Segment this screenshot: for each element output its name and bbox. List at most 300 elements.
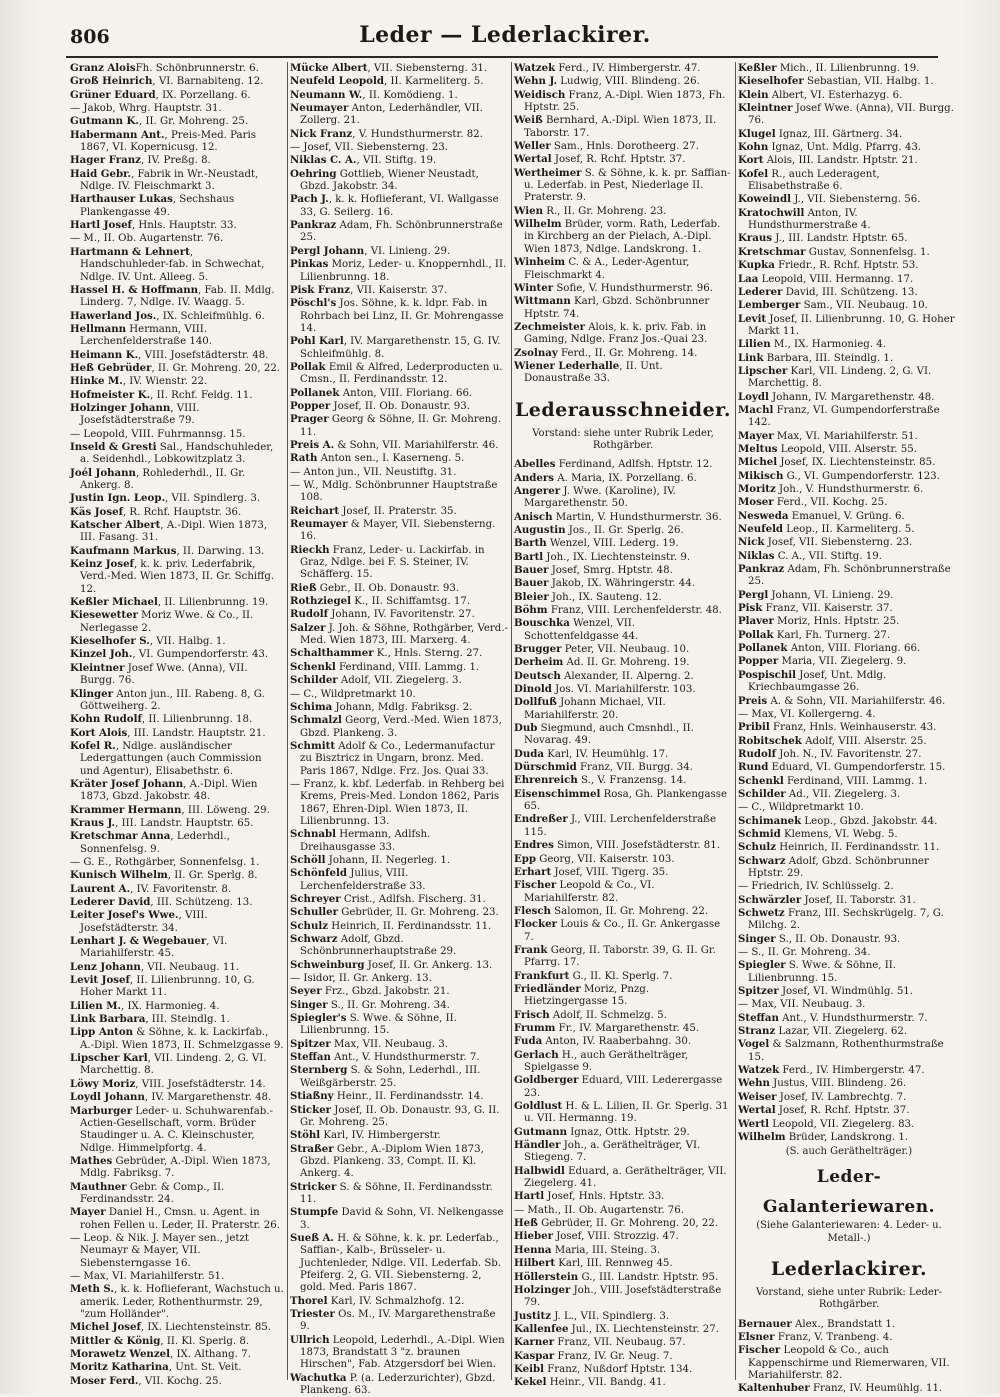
entry-name: Wien	[514, 204, 544, 217]
entry-details: H., auch Geräthelträger, Spielgasse 9.	[524, 1049, 689, 1073]
entry-details: — Max, VII. Neubaug. 3.	[738, 999, 866, 1011]
entry-name: Spitzer	[290, 1037, 331, 1050]
entry-details: Albert, VI. Esterhazyg. 6.	[768, 89, 903, 101]
entry-details: — W., Mdlg. Schönbrunner Hauptstraße 108.	[290, 480, 498, 504]
entry-name: Pinkas	[290, 258, 329, 271]
entry-details: Brüder, Landskrong. 1.	[785, 1131, 909, 1143]
entry-details: Peter, VII. Neubaug. 10.	[561, 644, 690, 655]
entry-details: Bernhard, A.-Dipl. Wien 1873, II. Taborstr. 17.	[524, 115, 717, 139]
directory-entry	[738, 391, 960, 404]
entry-details: Fr., IV. Margarethenstr. 45.	[555, 1022, 700, 1034]
entry-name: Zechmeister	[514, 320, 585, 333]
entry-details: Adolf & Co., Ledermanufactur zu Bisztricz in Ungarn, bronz. Med. Paris 1867, Ndlge. Frz. Jos. Quai 33.	[300, 740, 495, 777]
directory-entry	[514, 524, 732, 537]
entry-name: Rudolf	[738, 747, 777, 760]
entry-name: Deutsch	[514, 669, 561, 682]
entry-details: , Rohlederhdl., II. Gr. Ankerg. 8.	[80, 467, 246, 491]
entry-name: Pospischil	[738, 668, 796, 681]
entry-details: Josef, II. Taborstr. 31.	[801, 894, 916, 906]
entry-details: K., Hnls. Sterng. 27.	[373, 648, 483, 660]
directory-entry	[70, 856, 284, 869]
directory-entry	[70, 193, 284, 219]
directory-entry	[514, 1126, 732, 1139]
entry-details: Brüder, vorm. Rath, Lederfab. in Kirchberg an der Pielach, A.-Dipl. Wien 1873, Ndlge. Landskrong. 1.	[524, 219, 721, 255]
entry-details: Ludwig, VIII. Blindeng. 26.	[557, 76, 700, 88]
entry-name: Neufeld Leopold	[290, 75, 384, 88]
entry-details: , Hnls. Hauptstr. 33.	[131, 220, 237, 232]
directory-entry	[290, 608, 508, 621]
entry-details: Karl, III. Rennweg 45.	[555, 1258, 673, 1270]
entry-details: Joh., IX. Liechtensteinstr. 9.	[543, 551, 691, 563]
entry-details: Georg & Söhne, II. Gr. Mohreng. 11.	[300, 414, 502, 438]
entry-name: Anisch	[514, 510, 553, 523]
entry-details: — Leopold, VIII. Fuhrmannsg. 15.	[70, 428, 246, 440]
directory-entry	[290, 985, 508, 998]
entry-details: J. Joh. & Söhne, Rothgärber, Verd.-Med. Wien 1873, III. Marxerg. 4.	[300, 622, 508, 647]
entry-name: Elsner	[738, 1331, 775, 1344]
entry-details: Lazar, VII. Ziegelerg. 62.	[775, 1026, 908, 1038]
entry-details: Julius, VIII. Lerchenfelderstraße 33.	[300, 868, 426, 892]
entry-name: Hartl Josef	[70, 219, 132, 232]
entry-details: Anton, Lederhändler, VII. Zollerg. 21.	[300, 103, 483, 127]
entry-details: — Josef, VII. Siebensterng. 23.	[290, 142, 449, 154]
entry-details: Hermann, Adlfsh. Dreihausgasse 33.	[300, 829, 431, 853]
directory-entry	[70, 492, 284, 505]
entry-details: , IV. Favoritenstr. 8.	[130, 883, 232, 895]
entry-details: G., VI. Gumpendorferstr. 123.	[783, 470, 940, 482]
entry-details: Johann Michael, VII. Mariahilferstr. 20.	[524, 697, 666, 721]
entry-details: , IV. Margarethenstr. 48.	[144, 1092, 272, 1104]
entry-name: Wertl	[738, 1117, 770, 1130]
directory-entry	[514, 347, 732, 360]
entry-details: , Handschuhleder-fab. in Schwechat, Ndlge. IV. Unt. Alleeg. 5.	[80, 246, 265, 283]
directory-entry	[290, 544, 508, 582]
entry-name: Pollanek	[290, 386, 340, 399]
entry-name: Leiter Josef's Wwe.	[70, 909, 179, 922]
directory-entry	[738, 841, 960, 854]
entry-details: , II. Rchf. Feldg. 11.	[150, 389, 253, 401]
entry-details: Maria, III. Steing. 3.	[551, 1244, 661, 1256]
entry-details: , II. Komödieng. 1.	[362, 89, 458, 101]
directory-entry	[514, 970, 732, 983]
entry-name: Halbwidl	[514, 1164, 565, 1177]
entry-name: Sternberg	[290, 1064, 348, 1077]
directory-entry	[514, 683, 732, 696]
directory-entry	[514, 551, 732, 564]
entry-name: Pohl Karl	[290, 335, 344, 348]
entry-name: Marburger	[70, 1104, 133, 1117]
directory-entry	[738, 1104, 960, 1117]
entry-name: Mikisch	[738, 469, 784, 482]
directory-entry	[738, 629, 960, 642]
entry-details: Joh., VIII. Josefstädterstraße 79.	[524, 1284, 722, 1309]
directory-entry	[290, 1129, 508, 1142]
directory-entry	[70, 1078, 284, 1091]
entry-details: , II. Gr. Mohreng. 25.	[138, 116, 249, 128]
directory-entry	[290, 128, 508, 141]
entry-name: Stricker	[290, 1180, 337, 1193]
entry-details: Josef, IV. Lambrechtg. 7.	[776, 1091, 907, 1103]
directory-entry	[738, 655, 960, 668]
entry-details: Barbara, III. Steindlg. 1.	[763, 352, 894, 364]
directory-entry	[70, 75, 284, 88]
directory-entry	[290, 999, 508, 1012]
entry-name: Abelles	[514, 458, 556, 471]
entry-name: Schwarz	[738, 854, 786, 867]
entry-details: — Leop. & Nik. J. Mayer sen., jetzt Neumayr & Mayer, VII. Siebensterngasse 16.	[70, 1232, 249, 1269]
entry-details: , II. Gr. Mohreng. 20, 22.	[151, 362, 281, 374]
directory-entry	[738, 1025, 960, 1038]
directory-entry	[738, 815, 960, 828]
entry-name: Mücke Albert	[290, 62, 368, 74]
entry-name: Steffan	[738, 1011, 779, 1024]
entry-details: Josef, II. Ob. Donaustr. 93.	[330, 400, 470, 412]
directory-entry	[514, 140, 732, 153]
entry-name: Bouschka	[514, 617, 570, 630]
entry-name: Singer	[290, 998, 328, 1011]
directory-entry	[70, 1052, 284, 1078]
entry-name: Watzek	[514, 62, 556, 74]
entry-details: Franz, Leder- u. Lackirfab. in Graz, Ndlge. bei F. S. Steiner, IV. Schäfferg. 15.	[300, 544, 485, 581]
entry-name: Pisk Franz	[290, 283, 351, 296]
directory-entry	[514, 748, 732, 761]
entry-details: — Jakob, Whrg. Hauptstr. 31.	[70, 103, 222, 115]
directory-entry	[514, 905, 732, 918]
directory-entry	[514, 167, 732, 205]
directory-entry	[70, 817, 284, 830]
entry-name: Fischer	[738, 1344, 781, 1357]
entry-details: Mich., II. Lilienbrunng. 19.	[776, 63, 920, 74]
entry-details: — C., Wildpretmarkt 10.	[738, 802, 864, 814]
directory-entry	[514, 218, 732, 256]
directory-entry	[70, 506, 284, 519]
entry-details: Gebr., A.-Diplom Wien 1873, Gbzd. Plankeng. 33, Compt. II. Kl. Ankerg. 4.	[300, 1143, 484, 1180]
directory-entry	[70, 323, 284, 349]
entry-details: Sal., Handschuhleder, a. Seidenhdl., Lobkowitzplatz 3.	[80, 441, 274, 466]
directory-entry	[738, 642, 960, 655]
entry-name: Michel Josef	[70, 1321, 141, 1334]
entry-name: Meth S.	[70, 1283, 114, 1296]
directory-entry	[70, 935, 284, 961]
directory-entry	[70, 1375, 284, 1388]
entry-details: , VII. Kochg. 25.	[138, 1375, 222, 1387]
header-rule	[66, 56, 938, 58]
entry-details: & Salzmann, Rothenthurmstraße 15.	[748, 1039, 944, 1063]
directory-entry	[514, 153, 732, 166]
entry-name: Eisenschimmel	[514, 787, 601, 800]
entry-name: Wilhelm	[738, 1130, 786, 1143]
entry-details: David, III. Schützeng. 13.	[782, 286, 918, 298]
entry-details: Justus, VIII. Blindeng. 26.	[769, 1078, 907, 1090]
entry-details: Joh. N., IV. Favoritenstr. 27.	[776, 748, 922, 760]
entry-name: Link Barbara	[70, 1013, 146, 1026]
entry-details: Eduard, VI. Gumpendorferstr. 15.	[768, 762, 946, 774]
entry-details: Franz, III. Sechskrügelg. 7, G. Milchg. 2.	[748, 908, 944, 932]
entry-name: Schimanek	[738, 814, 802, 827]
directory-entry	[70, 635, 284, 648]
directory-entry	[290, 245, 508, 258]
entry-details: Josef, R. Rchf. Hptstr. 37.	[775, 1105, 910, 1117]
entry-name: Kräter Josef Johann	[70, 777, 184, 790]
directory-entry	[514, 813, 732, 839]
entry-name: Schmalzl	[290, 714, 342, 727]
directory-entry	[290, 1104, 508, 1130]
entry-name: Angerer	[514, 484, 561, 497]
directory-entry	[738, 550, 960, 563]
directory-entry	[514, 1284, 732, 1310]
directory-entry	[514, 1165, 732, 1191]
entry-name: Pollak	[738, 628, 774, 641]
entry-name: Preis A.	[290, 438, 335, 451]
entry-name: Stranz	[738, 1025, 776, 1038]
directory-entry	[738, 615, 960, 628]
directory-entry	[290, 1051, 508, 1064]
directory-entry	[514, 256, 732, 282]
entry-details: — G. E., Rothgärber, Sonnenfelsg. 1.	[70, 856, 260, 868]
entry-name: Brugger	[514, 643, 562, 655]
entry-name: Holzinger Johann	[70, 401, 171, 414]
directory-entry	[290, 413, 508, 439]
directory-entry	[70, 129, 284, 155]
directory-entry	[514, 1350, 732, 1363]
entry-name: Händler	[514, 1139, 561, 1152]
entry-details: Anton, VIII. Floriang. 66.	[787, 643, 921, 655]
entry-name: Dinold	[514, 683, 552, 696]
entry-details: — Friedrich, IV. Schlüsselg. 2.	[738, 881, 894, 893]
entry-name: Justitz	[514, 1309, 552, 1322]
column-divider	[735, 62, 736, 1380]
directory-entry	[70, 362, 284, 375]
entry-details: Alois, k. k. priv. Fab. in Gaming, Ndlge. Franz Jos.-Quai 23.	[524, 321, 708, 346]
directory-entry	[514, 1100, 732, 1126]
entry-name: Hawerland Jos.	[70, 309, 157, 322]
column-1	[70, 62, 284, 1387]
directory-entry	[738, 959, 960, 985]
entry-name: Pankraz	[738, 563, 785, 576]
entry-details: S. Wwe. & Söhne, II. Lilienbrunng. 15.	[748, 960, 897, 984]
entry-details: Eduard, VIII. Lederergasse 23.	[524, 1075, 723, 1099]
entry-details: Ferdinand, Adlfsh. Hptstr. 12.	[555, 459, 713, 471]
directory-entry	[290, 335, 508, 361]
entry-name: Groß Heinrich	[70, 75, 153, 88]
entry-details: — Max, VI. Mariahilferstr. 51.	[70, 1270, 225, 1282]
entry-details: Heinr., II. Ferdinandsstr. 14.	[333, 1091, 484, 1103]
directory-entry	[514, 839, 732, 852]
entry-name: Heimann K.	[70, 348, 139, 361]
entry-details: Anton jun., III. Rabeng. 8, G. Göttweiherg. 2.	[80, 688, 265, 712]
column-4	[738, 62, 960, 1395]
directory-entry	[514, 670, 732, 683]
directory-entry	[290, 141, 508, 154]
entry-details: , IV. Preßg. 8.	[140, 155, 211, 167]
entry-details: A. & Sohn, VII. Mariahilferstr. 46.	[767, 695, 946, 707]
directory-entry	[290, 661, 508, 674]
entry-details: Heinrich, II. Ferdinandsstr. 11.	[776, 842, 940, 854]
directory-entry	[514, 1271, 732, 1284]
entry-details: , VI. Gumpendorferstr. 43.	[132, 649, 269, 661]
directory-entry	[514, 89, 732, 115]
entry-details: , VII. Stiftg. 19.	[356, 155, 437, 167]
entry-name: Michel	[738, 456, 778, 469]
entry-details: Ferd., IV. Himbergerstr. 47.	[779, 1065, 925, 1077]
entry-details: , II. Karmeliterg. 5.	[383, 76, 484, 88]
entry-name: Schnabl	[290, 828, 336, 841]
directory-entry	[70, 778, 284, 804]
entry-name: Kallenfee	[514, 1322, 569, 1335]
entry-details: Eduard, a. Geräthelträger, VII. Ziegelerg. 41.	[524, 1165, 727, 1190]
directory-entry	[514, 918, 732, 944]
entry-name: Triester	[290, 1308, 335, 1320]
entry-name: Sueß A.	[290, 1231, 334, 1244]
entry-name: Bauer	[514, 563, 549, 576]
entry-details: Alexander, II. Alperng. 2.	[560, 670, 694, 682]
entry-details: Josef, VIII. Tigerg. 35.	[551, 866, 669, 878]
directory-entry	[514, 944, 732, 970]
entry-name: Lilien M.	[70, 999, 122, 1012]
directory-entry	[70, 1283, 284, 1321]
entry-name: Katscher Albert	[70, 519, 161, 532]
directory-entry	[514, 1022, 732, 1035]
entry-details: Leop., Gbzd. Jakobstr. 44.	[801, 815, 938, 827]
entry-details: Adolf, VIII. Alserstr. 25.	[801, 735, 927, 747]
entry-details: Leopold & Co., auch Kappenschirme und Riemerwaren, VII. Mariahilferstr. 82.	[748, 1345, 950, 1382]
entry-name: Seyer	[290, 985, 322, 998]
directory-entry	[70, 883, 284, 896]
entry-name: Bernauer	[738, 1317, 792, 1330]
entry-name: Schreyer	[290, 893, 341, 905]
directory-entry	[70, 1105, 284, 1155]
directory-entry	[290, 466, 508, 479]
entry-name: Endres	[514, 839, 554, 852]
entry-name: Stiaßny	[290, 1090, 334, 1103]
directory-entry	[738, 985, 960, 998]
entry-details: Max, VII. Neubaug. 3.	[330, 1038, 448, 1050]
section-title: Lederausschneider.	[514, 398, 732, 421]
directory-entry	[70, 961, 284, 974]
entry-details: Ignaz, III. Gärtnerg. 34.	[775, 128, 903, 140]
entry-details: , VI. Linieng. 29.	[364, 245, 451, 257]
entry-name: Fuda	[514, 1035, 543, 1048]
entry-name: Schmid	[738, 827, 781, 840]
entry-name: Schmitt	[290, 739, 336, 752]
entry-details: , Preis-Med. Paris 1867, VI. Kopernicusg. 12.	[80, 129, 256, 154]
entry-details: , Unt. St. Veit.	[168, 1362, 242, 1374]
directory-entry	[290, 518, 508, 544]
directory-entry	[70, 1335, 284, 1348]
entry-name: Harthauser Lukas	[70, 193, 173, 206]
entry-name: Wilhelm	[514, 218, 562, 231]
entry-details: David & Sohn, VI. Nelkengasse 3.	[300, 1207, 504, 1231]
directory-entry	[70, 1361, 284, 1374]
entry-details: Josef, Smrg. Hptstr. 48.	[548, 564, 673, 576]
entry-name: Lipp Anton	[70, 1026, 134, 1039]
directory-entry	[70, 349, 284, 362]
entry-details: Josef, VIII. Strozzig. 47.	[552, 1231, 679, 1243]
directory-entry	[290, 688, 508, 701]
entry-details: Ant., V. Hundsthurmerstr. 7.	[330, 1052, 480, 1064]
see-also-note: (S. auch Geräthelträger.)	[785, 1146, 913, 1158]
entry-details: Leopold, VII. Ziegelerg. 83.	[769, 1118, 915, 1130]
directory-entry	[738, 1077, 960, 1090]
column-2	[290, 62, 508, 1397]
directory-entry	[70, 519, 284, 545]
directory-entry	[290, 854, 508, 867]
entry-name: Mittler & König	[70, 1334, 161, 1347]
entry-name: Plaver	[738, 615, 774, 628]
entry-name: Keibl	[514, 1362, 544, 1375]
entry-details: J., VII. Siebensterng. 56.	[790, 194, 921, 206]
entry-name: Rudolf	[290, 608, 329, 621]
entry-name: Stöhl	[290, 1129, 321, 1142]
entry-details: S. & Söhne, II. Ferdinandsstr. 11.	[300, 1181, 493, 1205]
entry-details: & Mayer, VII. Siebensterng. 16.	[300, 519, 496, 543]
entry-details: Gustav, Sonnenfelsg. 1.	[805, 246, 930, 258]
entry-name: Schwarz	[290, 933, 338, 946]
entry-details: , III. Landstr. Hauptstr. 65.	[115, 817, 254, 829]
entry-name: Kretschmar	[738, 245, 806, 258]
entry-name: Gerlach	[514, 1048, 559, 1061]
entry-name: Kaufmann Markus	[70, 544, 177, 557]
directory-entry	[70, 1091, 284, 1104]
entry-details: Johann, II. Negerleg. 1.	[325, 854, 451, 866]
directory-entry	[738, 496, 960, 509]
entry-details: Karl, IV. Himbergerstr.	[320, 1130, 441, 1142]
entry-details: Franz, VII. Neubaug. 57.	[554, 1337, 686, 1349]
directory-entry	[290, 1012, 508, 1038]
directory-entry	[514, 1074, 732, 1100]
entry-details: H. & Söhne, k. k. pr. Lederfab., Saffian-, Kalb-, Brüsseler- u. Juchtenleder, Ndlge. VII. Lederfab. Sb. Pfeiferg. 2, G. VII. Siebensterng. 2, gold. Med. Paris 1867.	[300, 1232, 502, 1294]
entry-details: Louis & Co., II. Gr. Ankergasse 7.	[524, 919, 721, 943]
directory-entry	[738, 1118, 960, 1131]
entry-details: , II. Gr. Sperlg. 8.	[167, 870, 258, 882]
directory-entry	[738, 708, 960, 721]
entry-name: Barth	[514, 537, 547, 550]
entry-details: Maria, VII. Ziegelerg. 9.	[778, 656, 907, 668]
entry-name: Schulz	[738, 841, 777, 854]
entry-details: Karl, Fh. Turnerg. 27.	[773, 629, 891, 641]
entry-name: Hilbert	[514, 1257, 556, 1270]
directory-entry	[70, 1270, 284, 1283]
entry-name: Rieckh	[290, 543, 330, 556]
entry-details: Moriz Wwe. & Co., II. Nerlegasse 2.	[80, 610, 254, 634]
entry-name: Lenz Johann	[70, 960, 141, 973]
directory-entry	[70, 246, 284, 284]
entry-name: Koweindl	[738, 193, 791, 206]
entry-name: Meltus	[738, 442, 778, 455]
entry-details: G., III. Landstr. Hptstr. 95.	[578, 1271, 719, 1283]
directory-entry	[514, 879, 732, 905]
entry-name: Singer	[738, 932, 776, 945]
entry-details: — Franz, k. kbf. Lederfab. in Rehberg bei Krems, Preis-Med. London 1862, Paris 1867, Ehren-Dipl. Wien 1873, II. Lilienbrunng. 13.	[290, 778, 505, 827]
entry-details: Georg, VII. Kaiserstr. 103.	[536, 853, 675, 865]
directory-entry	[70, 1155, 284, 1181]
entry-name: Lederer David	[70, 896, 151, 908]
directory-entry	[738, 273, 960, 286]
directory-entry	[738, 154, 960, 167]
entry-name: Vogel	[738, 1038, 770, 1051]
entry-details: Josef, R. Rchf. Hptstr. 37.	[551, 154, 686, 166]
directory-entry	[70, 609, 284, 635]
entry-details: Ad. II. Gr. Mohreng. 19.	[563, 657, 690, 669]
directory-entry	[514, 577, 732, 590]
entry-details: , IX. Althang. 7.	[169, 1349, 251, 1361]
entry-details: Leopold, Lederhdl., A.-Dipl. Wien 1873, Brandstatt 3 "z. braunen Hirschen", Fab. Atzgersdorf bei Wien.	[300, 1334, 505, 1371]
entry-details: , VIII. Josefstädterstr. 14.	[135, 1078, 266, 1090]
entry-name: Endreßer	[514, 813, 568, 826]
directory-entry	[738, 589, 960, 602]
directory-entry	[738, 788, 960, 801]
directory-entry	[70, 402, 284, 428]
